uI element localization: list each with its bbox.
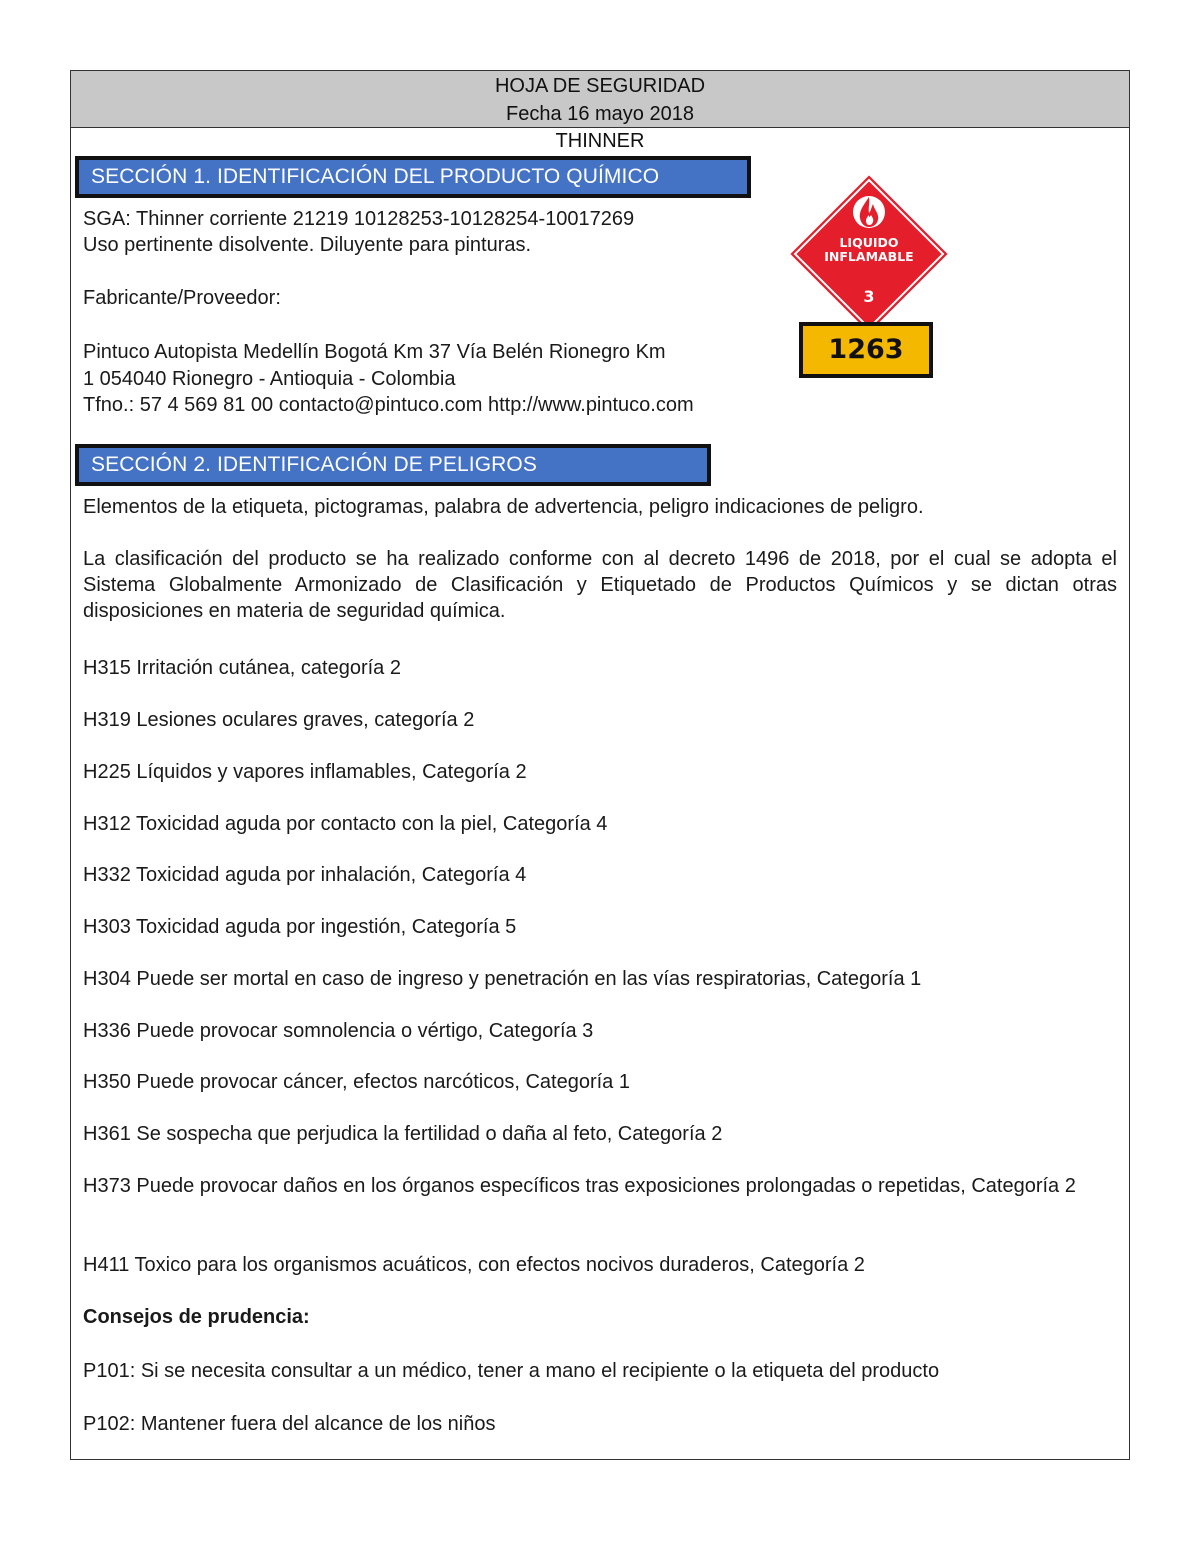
contact-line: Tfno.: 57 4 569 81 00 contacto@pintuco.com http://www.pintuco.com [83,394,694,416]
hazard-statement: H304 Puede ser mortal en caso de ingreso y penetración en las vías respiratorias, Categoría 1 [83,968,922,990]
section-1-heading: SECCIÓN 1. IDENTIFICACIÓN DEL PRODUCTO QUÍMICO [75,156,751,198]
hazard-statement: H332 Toxicidad aguda por inhalación, Categoría 4 [83,864,527,886]
safety-data-sheet [70,70,1130,1460]
hazard-statement: H336 Puede provocar somnolencia o vértigo, Categoría 3 [83,1020,594,1042]
usage-text: Uso pertinente disolvente. Diluyente para pinturas. [83,234,532,256]
prudence-statement: P102: Mantener fuera del alcance de los niños [83,1413,496,1435]
address-line-1: Pintuco Autopista Medellín Bogotá Km 37 Vía Belén Rionegro Km [83,341,666,363]
placard-line-1: LIQUIDO [839,235,899,250]
document-title: HOJA DE SEGURIDAD [494,75,706,97]
document-date: Fecha 16 mayo 2018 [506,103,694,125]
hazard-statement: H319 Lesiones oculares graves, categoría 2 [83,709,475,731]
flame-icon [853,196,885,228]
flammable-liquid-placard [786,171,952,337]
label-elements-text: Elementos de la etiqueta, pictogramas, palabra de advertencia, peligro indicaciones de peligro. [83,496,924,518]
product-name: THINNER [555,130,645,152]
prudence-heading: Consejos de prudencia: [83,1306,310,1328]
un-number-panel: 1263 [799,322,933,378]
hazard-statement: H411 Toxico para los organismos acuáticos, con efectos nocivos duraderos, Categoría 2 [83,1254,865,1276]
hazard-statement: H350 Puede provocar cáncer, efectos narcóticos, Categoría 1 [83,1071,630,1093]
sga-identifier: SGA: Thinner corriente 21219 10128253-10128254-10017269 [83,208,635,230]
section-2-heading: SECCIÓN 2. IDENTIFICACIÓN DE PELIGROS [75,444,711,486]
hazard-statement: H312 Toxicidad aguda por contacto con la piel, Categoría 4 [83,813,608,835]
hazard-statement: H315 Irritación cutánea, categoría 2 [83,657,401,679]
classification-paragraph: La clasificación del producto se ha realizado conforme con al decreto 1496 de 2018, por el cual se adopta el Sistema Globalmente Armonizado de Clasificación y Etiquetado de Productos Químicos y se dictan otras disposiciones en materia de seguridad química. [83,548,1117,622]
manufacturer-label: Fabricante/Proveedor: [83,287,281,309]
hazard-statement: H373 Puede provocar daños en los órganos específicos tras exposiciones prolongadas o repetidas, Categoría 2 [83,1175,1076,1197]
placard-class-number: 3 [863,287,875,306]
placard-line-2: INFLAMABLE [824,249,914,264]
hazard-statement: H225 Líquidos y vapores inflamables, Categoría 2 [83,761,527,783]
address-line-2: 1 054040 Rionegro - Antioquia - Colombia [83,368,456,390]
prudence-statement: P101: Si se necesita consultar a un médico, tener a mano el recipiente o la etiqueta del producto [83,1360,940,1382]
hazard-statement: H303 Toxicidad aguda por ingestión, Categoría 5 [83,916,517,938]
hazard-statement: H361 Se sospecha que perjudica la fertilidad o daña al feto, Categoría 2 [83,1123,723,1145]
